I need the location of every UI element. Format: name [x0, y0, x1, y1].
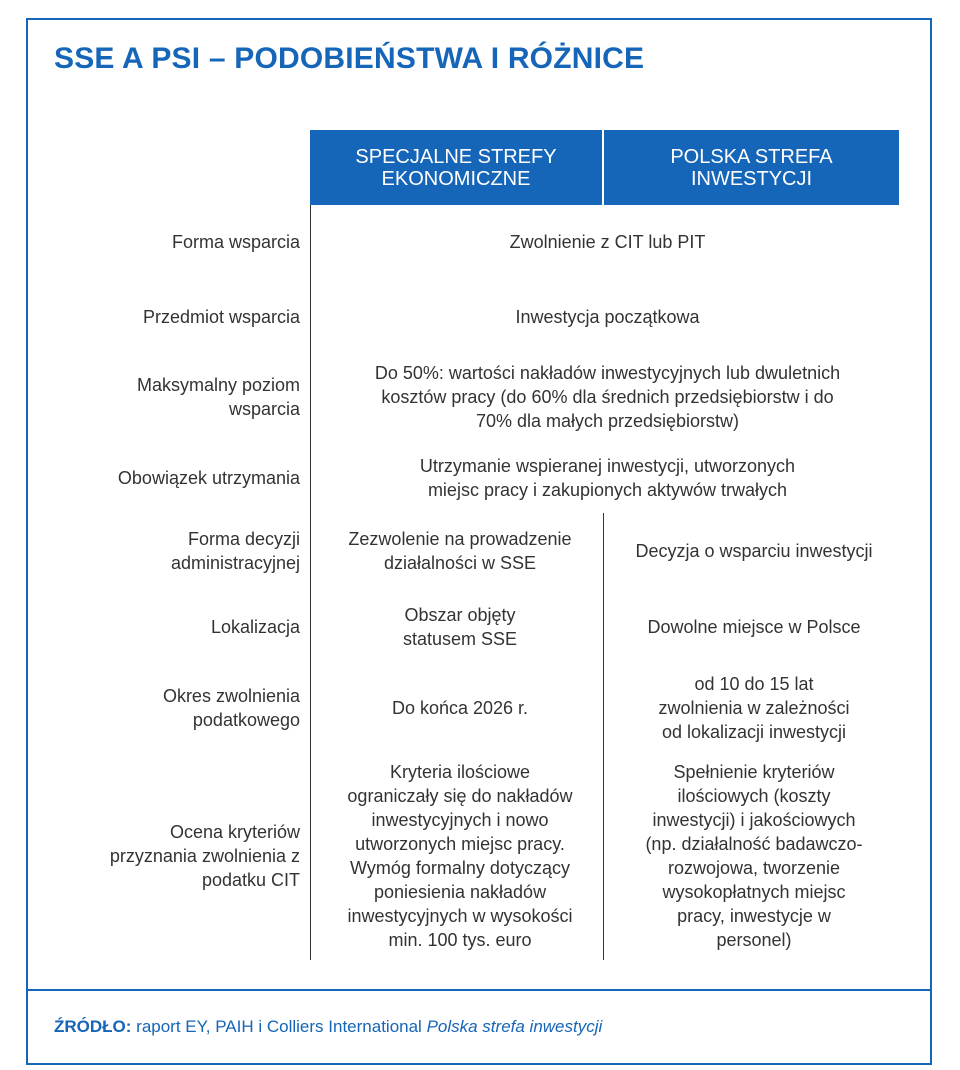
row-value-psi: Dowolne miejsce w Polsce — [647, 617, 861, 637]
row-value-sse: Obszar objęty statusem SSE — [402, 605, 518, 649]
row-label: Obowiązek utrzymania — [117, 468, 300, 488]
row-label: Okres zwolnienia podatkowego — [162, 686, 300, 730]
table-row — [40, 222, 900, 262]
table-row — [40, 758, 900, 954]
table-row — [40, 297, 900, 337]
row-value-shared: Zwolnienie z CIT lub PIT — [509, 232, 706, 252]
row-label: Forma decyzji administracyjnej — [170, 529, 300, 573]
table-row — [40, 358, 900, 436]
source-note — [54, 1017, 602, 1037]
source-divider — [28, 989, 930, 991]
table-row — [40, 525, 900, 577]
row-label: Lokalizacja — [210, 617, 300, 637]
row-label: Przedmiot wsparcia — [142, 307, 300, 327]
source-prefix: ŹRÓDŁO: — [54, 1017, 132, 1036]
row-label: Maksymalny poziom wsparcia — [136, 375, 300, 419]
source-text: raport EY, PAIH i Colliers International — [131, 1017, 427, 1036]
row-value-sse: Kryteria ilościowe ograniczały się do nakładów inwestycyjnych i nowo utworzonych miejsc pracy. Wymóg formalny dotyczący poniesienia nakładów inwestycyjnych w wysokości min. 100 tys. euro — [347, 762, 573, 950]
row-value-sse: Do końca 2026 r. — [391, 698, 529, 718]
column-header-sse: SPECJALNE STREFY EKONOMICZNE — [310, 130, 602, 205]
row-label: Ocena kryteriów przyznania zwolnienia z podatku CIT — [109, 822, 300, 890]
row-value-shared: Utrzymanie wspieranej inwestycji, utworzonych miejsc pracy i zakupionych aktywów trwałych — [419, 456, 796, 500]
table-row — [40, 452, 900, 504]
table-row — [40, 601, 900, 653]
row-value-shared: Inwestycja początkowa — [515, 307, 700, 327]
row-value-psi: Decyzja o wsparciu inwestycji — [635, 541, 873, 561]
row-value-shared: Do 50%: wartości nakładów inwestycyjnych lub dwuletnich kosztów pracy (do 60% dla średnich przedsiębiorstw i do 70% dla małych przedsiębiorstw) — [374, 363, 841, 431]
table-row — [40, 670, 900, 746]
row-value-psi: od 10 do 15 lat zwolnienia w zależności od lokalizacji inwestycji — [658, 674, 850, 742]
row-value-sse: Zezwolenie na prowadzenie działalności w SSE — [348, 529, 572, 573]
page-title: SSE A PSI – PODOBIEŃSTWA I RÓŻNICE — [54, 42, 645, 75]
column-header-psi: POLSKA STREFA INWESTYCJI — [604, 130, 899, 205]
row-value-psi: Spełnienie kryteriów ilościowych (koszty inwestycji) i jakościowych (np. działalność badawczo-rozwojowa, tworzenie wysokopłatnych miejsc pracy, inwestycje w personel) — [645, 762, 863, 950]
row-label: Forma wsparcia — [171, 232, 300, 252]
source-title: Polska strefa inwestycji — [426, 1017, 603, 1036]
